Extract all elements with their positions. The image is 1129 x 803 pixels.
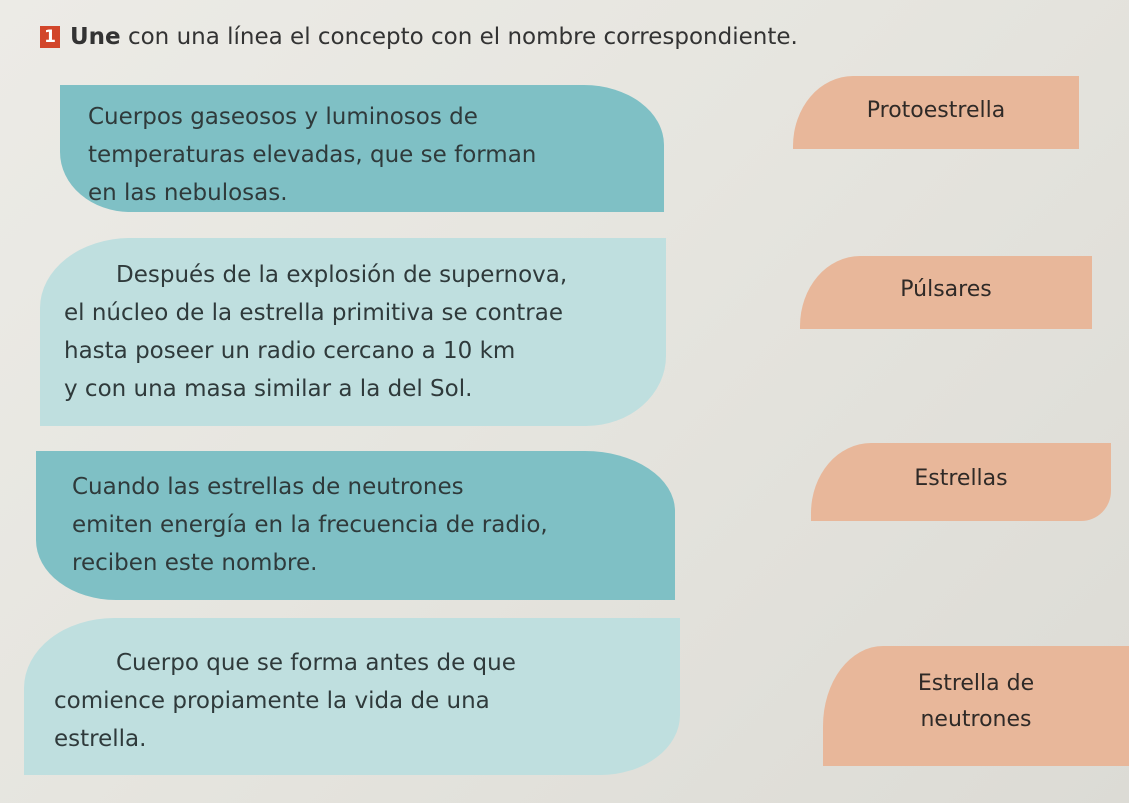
concept-card-1[interactable]: [60, 85, 664, 212]
instruction-rest: con una línea el concepto con el nombre correspondiente.: [120, 24, 798, 50]
concept-line: Cuerpo que se forma antes de que: [116, 650, 516, 676]
concept-card-3[interactable]: [36, 451, 675, 600]
name-card-protoestrella[interactable]: [793, 76, 1079, 149]
name-label: Protoestrella: [866, 98, 1006, 123]
concept-line: temperaturas elevadas, que se forman: [88, 142, 537, 168]
name-label: neutrones: [920, 707, 1032, 732]
instruction-text: [70, 24, 798, 50]
concept-line: y con una masa similar a la del Sol.: [64, 376, 473, 402]
concept-line: en las nebulosas.: [88, 180, 288, 206]
concept-card-4[interactable]: [24, 618, 680, 775]
exercise-header: [40, 22, 798, 52]
name-card-estrella-de-neutrones[interactable]: [823, 646, 1129, 766]
concept-line: comience propiamente la vida de una: [54, 688, 490, 714]
concept-line: Después de la explosión de supernova,: [116, 262, 568, 288]
instruction-bold: Une: [70, 24, 121, 50]
concept-line: el núcleo de la estrella primitiva se contrae: [64, 300, 563, 326]
name-label: Púlsares: [900, 277, 992, 302]
name-card-estrellas[interactable]: [811, 443, 1111, 521]
concept-line: emiten energía en la frecuencia de radio,: [72, 512, 548, 538]
concept-line: Cuerpos gaseosos y luminosos de: [88, 104, 478, 130]
exercise-number-badge: 1: [40, 26, 60, 48]
concept-line: Cuando las estrellas de neutrones: [72, 474, 464, 500]
name-label: Estrellas: [914, 466, 1008, 491]
concept-line: reciben este nombre.: [72, 550, 318, 576]
concept-card-2[interactable]: [40, 238, 666, 426]
name-card-pulsares[interactable]: [800, 256, 1092, 329]
name-label: Estrella de: [917, 671, 1035, 696]
concept-line: hasta poseer un radio cercano a 10 km: [64, 338, 516, 364]
concept-line: estrella.: [54, 726, 147, 752]
